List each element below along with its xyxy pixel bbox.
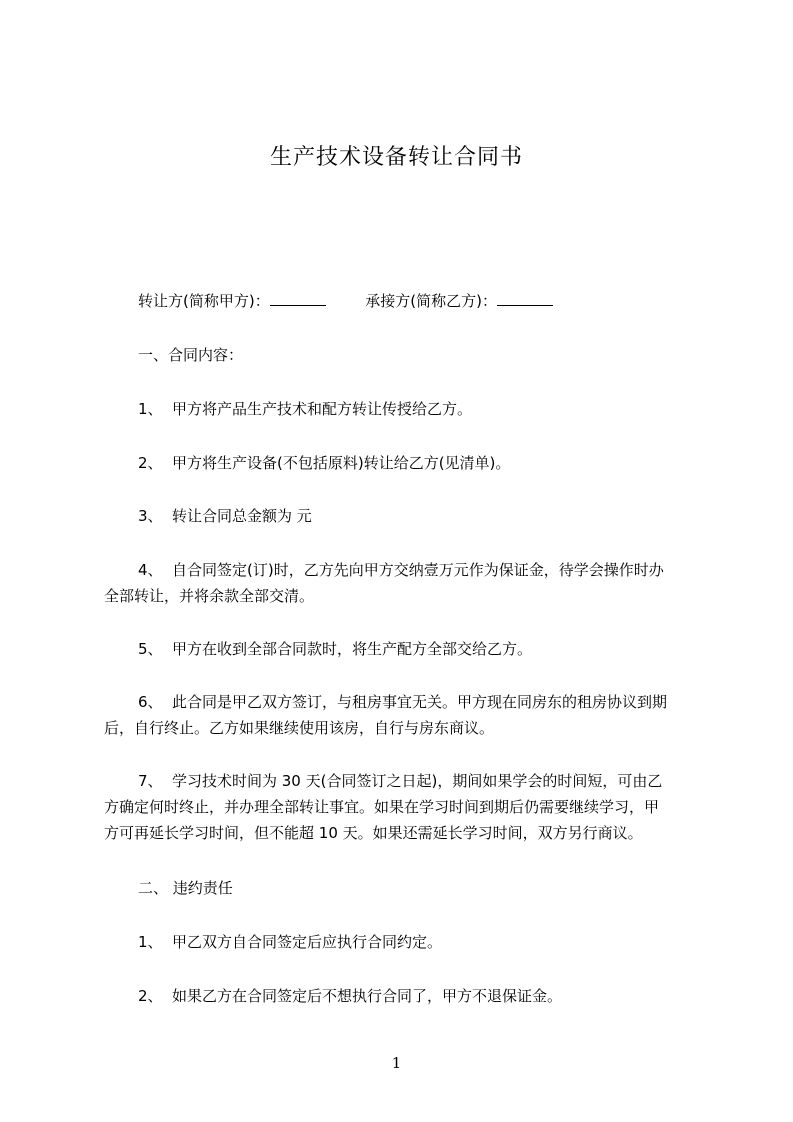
item-line — [104, 689, 704, 715]
parties-line — [138, 288, 553, 314]
section2-item-1 — [138, 929, 442, 955]
item-line: 后，自行终止。乙方如果继续使用该房，自行与房东商议。 — [104, 719, 495, 737]
item-text: 此合同是甲乙双方签订，与租房事宜无关。甲方现在同房东的租房协议到期 — [172, 693, 668, 711]
item-number: 4、 — [138, 561, 163, 579]
section1-item-6 — [104, 689, 704, 741]
item-number: 2、 — [138, 454, 163, 472]
item-text: 如果乙方在合同签定后不想执行合同了，甲方不退保证金。 — [172, 987, 563, 1005]
section1-heading: 一、合同内容： — [138, 346, 244, 364]
document-title: 生产技术设备转让合同书 — [269, 145, 523, 170]
transferor-label: 转让方(简称甲方)： — [138, 292, 270, 310]
page-number: 1 — [391, 1054, 402, 1072]
item-line: 方可再延长学习时间，但不能超 10 天。如果还需延长学习时间，双方另行商议。 — [104, 824, 643, 842]
item-number: 1、 — [138, 400, 163, 418]
item-line: 全部转让，并将余款全部交清。 — [104, 587, 315, 605]
item-number: 5、 — [138, 640, 163, 658]
item-line: 方确定何时终止，并办理全部转让事宜。如果在学习时间到期后仍需要继续学习，甲 — [104, 798, 660, 816]
section2-item-2 — [138, 983, 562, 1009]
section1-item-4 — [104, 557, 704, 609]
transferee-blank — [497, 291, 553, 306]
section2-heading: 二、 违约责任 — [138, 879, 233, 897]
transferor-blank — [270, 291, 326, 306]
section1-item-5 — [138, 636, 532, 662]
section1-item-1 — [138, 396, 472, 422]
item-number: 1、 — [138, 933, 163, 951]
item-number: 6、 — [138, 693, 163, 711]
item-text: 甲方将产品生产技术和配方转让传授给乙方。 — [172, 400, 473, 418]
item-number: 2、 — [138, 987, 163, 1005]
item-text: 转让合同总金额为 元 — [172, 507, 312, 525]
item-text: 自合同签定(订)时，乙方先向甲方交纳壹万元作为保证金，待学会操作时办 — [172, 561, 664, 579]
item-text: 甲方将生产设备(不包括原料)转让给乙方(见清单)。 — [172, 454, 511, 472]
item-line — [104, 768, 704, 794]
section1-item-7 — [104, 768, 704, 846]
item-text: 甲乙双方自合同签定后应执行合同约定。 — [172, 933, 443, 951]
item-text: 甲方在收到全部合同款时，将生产配方全部交给乙方。 — [172, 640, 533, 658]
section1-item-2 — [138, 450, 510, 476]
item-number: 3、 — [138, 507, 163, 525]
item-line — [104, 557, 704, 583]
item-text: 学习技术时间为 30 天(合同签订之日起)，期间如果学会的时间短，可由乙 — [172, 772, 663, 790]
transferee-label: 承接方(简称乙方)： — [365, 292, 497, 310]
section1-item-3 — [138, 503, 312, 529]
item-number: 7、 — [138, 772, 163, 790]
